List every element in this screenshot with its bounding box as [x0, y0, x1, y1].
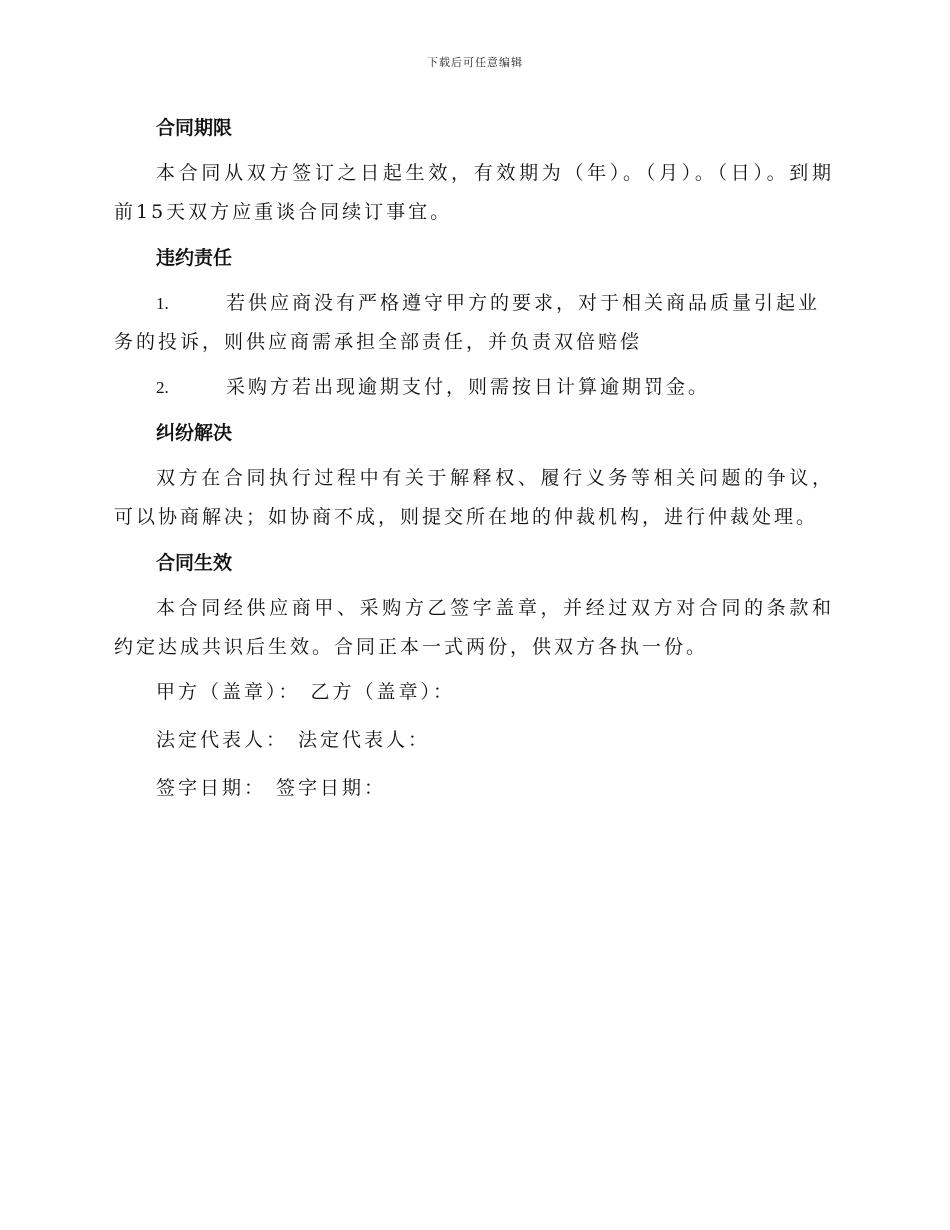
paragraph-effect: 本合同经供应商甲、采购方乙签字盖章，并经过双方对合同的条款和约定达成共识后生效。合同正本一式两份，供双方各执一份。: [114, 597, 834, 658]
party-a-date-label: 签字日期：: [156, 777, 267, 799]
party-b-representative-label: 法定代表人：: [298, 729, 431, 751]
list-item-text: 若供应商没有严格遵守甲方的要求，对于相关商品质量引起业务的投诉，则供应商需承担全部责任，并负责双倍赔偿: [114, 292, 821, 353]
party-a-seal-label: 甲方（盖章）：: [156, 681, 301, 703]
list-item-number: 1.: [156, 294, 169, 313]
signature-line-date: [114, 769, 834, 808]
section-heading-breach: 违约责任: [156, 247, 233, 269]
document-body: [114, 108, 834, 817]
party-b-date-label: 签字日期：: [276, 777, 387, 799]
signature-line-representative: [114, 721, 834, 760]
paragraph-dispute: 双方在合同执行过程中有关于解释权、履行义务等相关问题的争议，可以协商解决；如协商不成，则提交所在地的仲裁机构，进行仲裁处理。: [114, 467, 834, 528]
party-a-representative-label: 法定代表人：: [156, 729, 289, 751]
signature-line-seal: [114, 673, 834, 712]
party-b-seal-label: 乙方（盖章）：: [310, 681, 456, 703]
list-item: [114, 368, 834, 407]
list-item: [114, 284, 834, 362]
header-note: 下载后可任意编辑: [427, 56, 523, 69]
list-item-text: 采购方若出现逾期支付，则需按日计算逾期罚金。: [226, 376, 711, 398]
section-heading-dispute: 纠纷解决: [156, 422, 233, 444]
section-heading-term: 合同期限: [156, 117, 233, 139]
list-item-number: 2.: [156, 378, 169, 397]
paragraph-term: 本合同从双方签订之日起生效，有效期为（年）。（月）。（日）。到期前15天双方应重谈合同续订事宜。: [114, 162, 834, 223]
section-heading-effect: 合同生效: [156, 552, 233, 574]
